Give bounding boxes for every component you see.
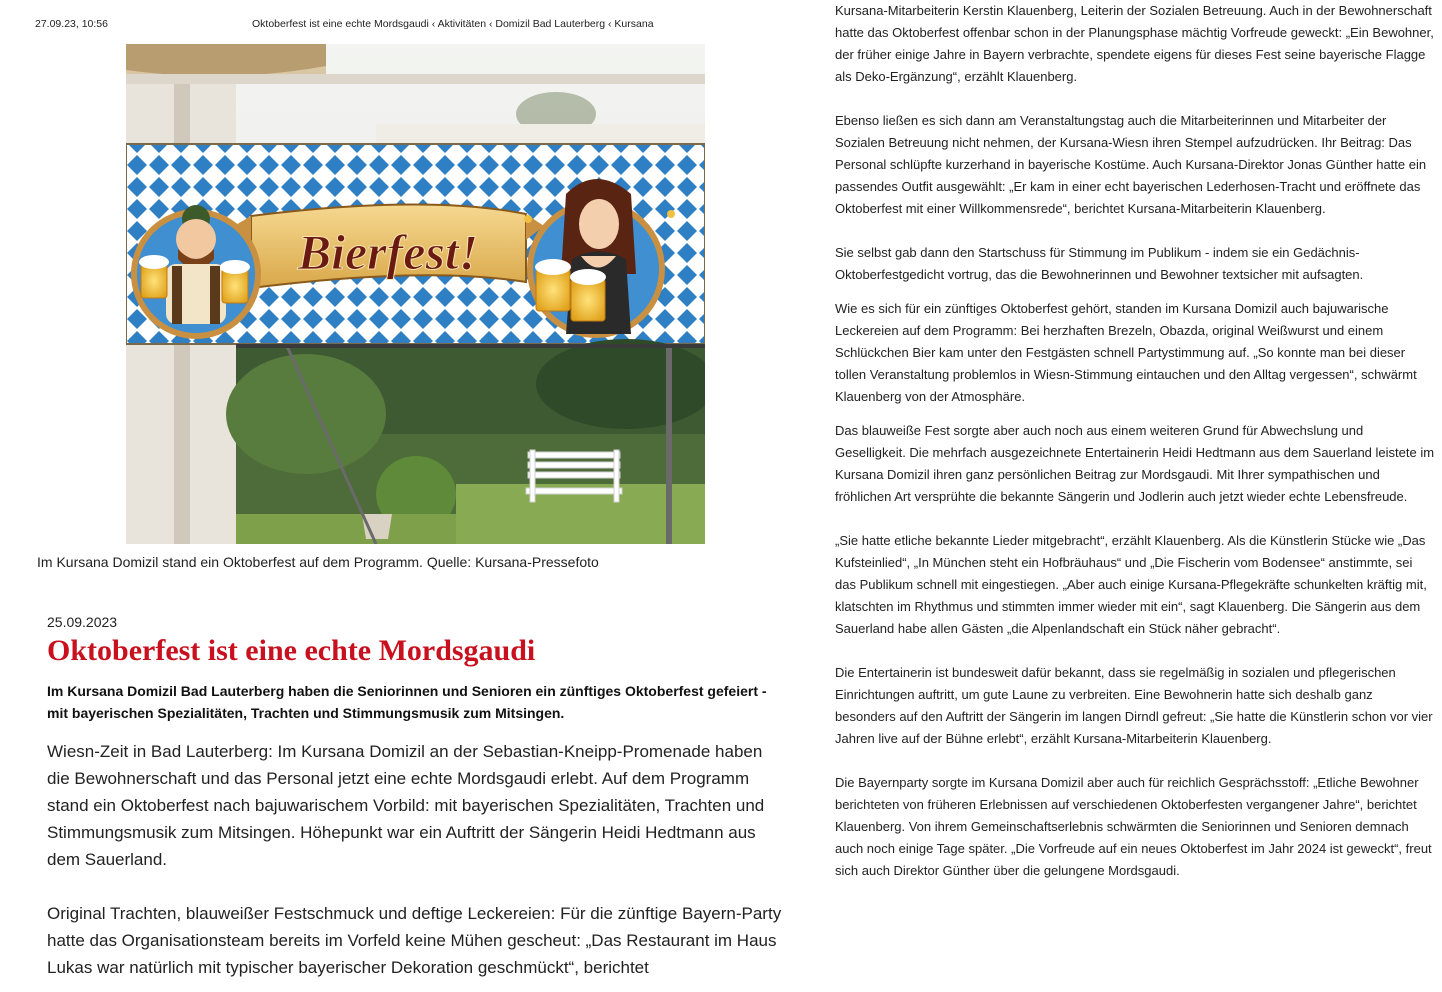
- article-lead: Im Kursana Domizil Bad Lauterberg haben die Seniorinnen und Senioren ein zünftiges Oktoberfest gefeiert - mit bayerischen Spezialitäten, Trachten und Stimmungsmusik zum Mitsingen.: [47, 683, 767, 721]
- article-paragraph: Das blauweiße Fest sorgte aber auch noch aus einem weiteren Grund für Abwechslung und Geselligkeit. Die mehrfach ausgezeichnete Entertainerin Heidi Hedtmann aus dem Sauerland leistete im Kursana Domizil ihren ganz persönlichen Beitrag zur Mordsgaudi. Mit Ihrer sympathischen und fröhlichen Art versprühte die bekannte Sängerin und Jodlerin auch jetzt wieder echte Lebensfreude.: [835, 423, 1435, 504]
- article-paragraph: Die Bayernparty sorgte im Kursana Domizil aber auch für reichlich Gesprächsstoff: „Etliche Bewohner berichteten von früheren Erlebnissen auf verschiedenen Oktoberfesten vergangener Jahre“, berichtet Klauenberg. Von ihrem Gemeinschaftserlebnis schwärmten die Seniorinnen und Senioren demnach auch noch einige Tage später. „Die Vorfreude auf ein neues Oktoberfest im Jahr 2024 ist geweckt“, freut sich auch Direktor Günther über die gelungene Mordsgaudi.: [835, 775, 1432, 878]
- print-page-title: Oktoberfest ist eine echte Mordsgaudi ‹ Aktivitäten ‹ Domizil Bad Lauterberg ‹ Kursana: [252, 18, 654, 30]
- article-paragraph: Wiesn-Zeit in Bad Lauterberg: Im Kursana Domizil an der Sebastian-Kneipp-Promenade haben die Bewohnerschaft und das Personal jetzt eine echte Mordsgaudi erlebt. Auf dem Programm stand ein Oktoberfest nach bajuwarischem Vorbild: mit bayerischen Spezialitäten, Trachten und Stimmungsmusik zum Mitsingen. Höhepunkt war ein Auftritt der Sängerin Heidi Hedtmann aus dem Sauerland.: [47, 742, 765, 869]
- article-right-column: [835, 0, 1435, 882]
- article-paragraph: Kursana-Mitarbeiterin Kerstin Klauenberg, Leiterin der Sozialen Betreuung. Auch in der Bewohnerschaft hatte das Oktoberfest offenbar schon in der Planungsphase mächtig Vorfreude geweckt: „Ein Bewohner, der früher einige Jahre in Bayern verbrachte, spendete eigens für dieses Fest seine bayerische Flagge als Deko-Ergänzung“, erzählt Klauenberg.: [835, 3, 1434, 84]
- article-paragraph: Ebenso ließen es sich dann am Veranstaltungstag auch die Mitarbeiterinnen und Mitarbeiter der Sozialen Betreuung nicht nehmen, der Kursana-Wiesn ihren Stempel aufzudrücken. Ihr Beitrag: Das Personal schlüpfte kurzerhand in bayerische Kostüme. Auch Kursana-Direktor Jonas Günther hatte ein passendes Outfit ausgewählt: „Er kam in einer echt bayerischen Lederhosen-Tracht und eröffnete das Oktoberfest mit einer Willkommensrede“, berichtet Kursana-Mitarbeiterin Klauenberg.: [835, 113, 1427, 216]
- article-paragraph: „Sie hatte etliche bekannte Lieder mitgebracht“, erzählt Klauenberg. Als die Künstlerin Stücke wie „Das Kufsteinlied“, „In München steht ein Hofbräuhaus“ und „Die Fischerin vom Bodensee“ anstimmte, sei das Publikum schnell mit eingestiegen. „Aber auch einige Kursana-Pflegekräfte schunkelten kräftig mit, klatschten im Rhythmus und stimmten immer wieder mit ein“, sagt Klauenberg. Die Sängerin aus dem Sauerland habe allen Gästen „die Alpenlandschaft ein Stück näher gebracht“.: [835, 533, 1427, 636]
- article-photo: [126, 44, 705, 544]
- article-paragraph: Sie selbst gab dann den Startschuss für Stimmung im Publikum - indem sie ein Gedächnis-Oktoberfestgedicht vortrug, das die Bewohnerinnen und Bewohner textsicher mit aufsagten.: [835, 245, 1364, 282]
- article-date: 25.09.2023: [47, 614, 118, 630]
- article-headline: Oktoberfest ist eine echte Mordsgaudi: [47, 634, 536, 667]
- article-left-column: [47, 614, 787, 992]
- banner-text: Bierfest!: [297, 224, 479, 280]
- article-paragraph: Die Entertainerin ist bundesweit dafür bekannt, dass sie regelmäßig in sozialen und pflegerischen Einrichtungen auftritt, um gute Laune zu verbreiten. Eine Bewohnerin hatte sich deshalb ganz besonders auf den Auftritt der Sängerin im langen Dirndl gefreut: „Sie hatte die Künstlerin schon vor vier Jahren live auf der Bühne erlebt“, erzählt Kursana-Mitarbeiterin Klauenberg.: [835, 665, 1433, 746]
- article-paragraph: Original Trachten, blauweißer Festschmuck und deftige Leckereien: Für die zünftige Bayern-Party hatte das Organisationsteam bereits im Vorfeld keine Mühen gescheut: „Das Restaurant im Haus Lukas war natürlich mit typischer bayerischer Dekoration geschmückt“, berichtet: [47, 904, 782, 977]
- photo-caption: Im Kursana Domizil stand ein Oktoberfest auf dem Programm. Quelle: Kursana-Pressefoto: [37, 554, 599, 570]
- print-datetime: 27.09.23, 10:56: [35, 18, 108, 30]
- article-paragraph: Wie es sich für ein zünftiges Oktoberfest gehört, standen im Kursana Domizil auch bajuwarische Leckereien auf dem Programm: Bei herzhaften Brezeln, Obazda, original Weißwurst und einem Schlückchen Bier kam unter den Festgästen schnell Partystimmung auf. „So konnte man bei dieser tollen Veranstaltung problemlos in Wiesn-Stimmung eintauchen und den Alltag vergessen“, schwärmt Klauenberg von der Atmosphäre.: [835, 301, 1417, 404]
